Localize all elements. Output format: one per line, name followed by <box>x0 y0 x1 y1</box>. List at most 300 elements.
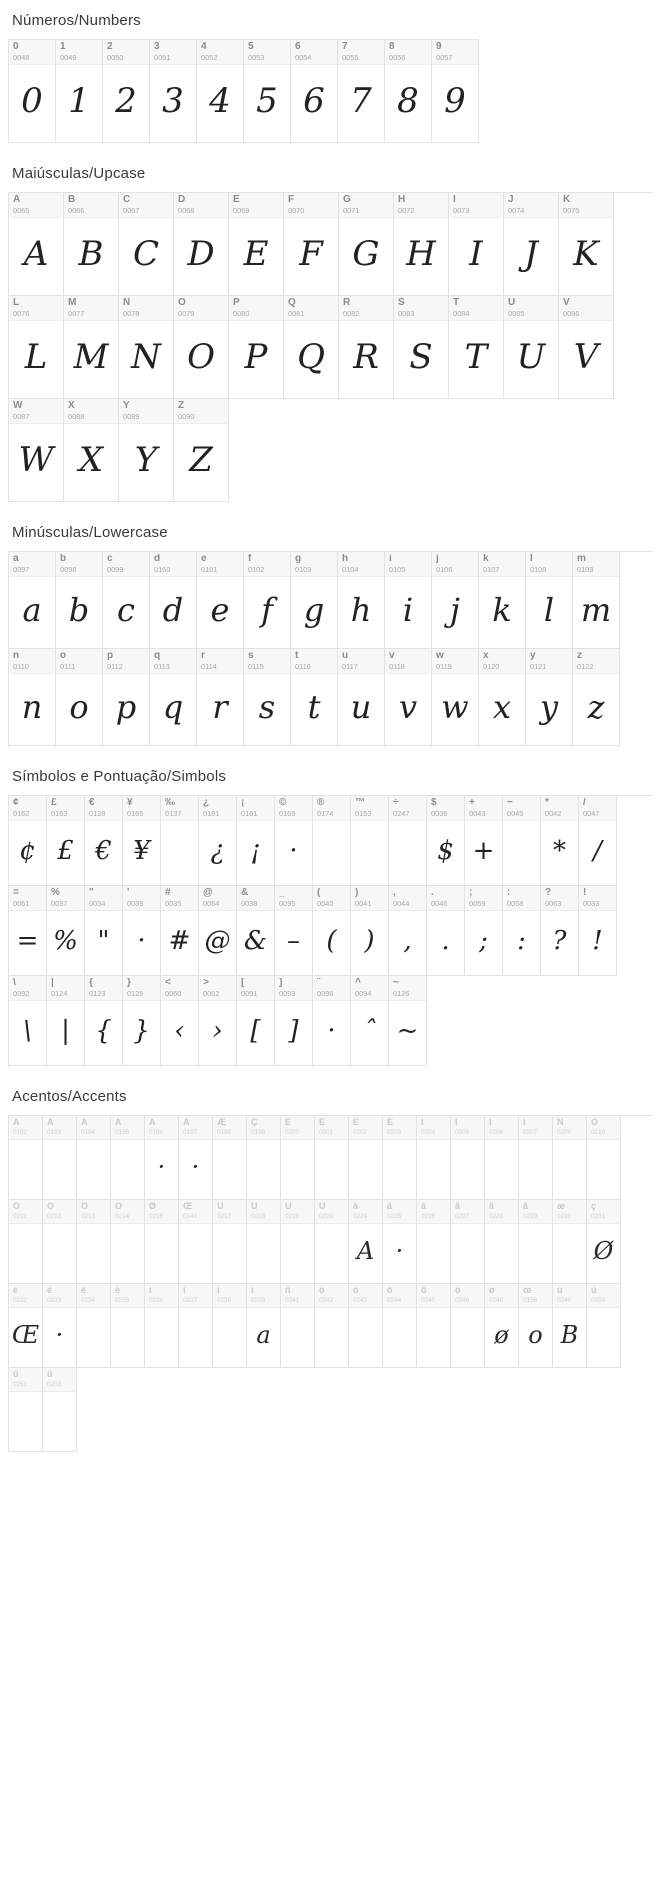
glyph-meta <box>119 399 173 424</box>
glyph-code-label: 0226 <box>421 1213 436 1220</box>
glyph-cell[interactable] <box>394 193 449 296</box>
glyph-cell[interactable] <box>145 1116 179 1200</box>
glyph-preview: j <box>450 591 460 630</box>
glyph-cell[interactable] <box>179 1200 213 1284</box>
glyph-cell[interactable] <box>197 552 244 649</box>
glyph-char-label: î <box>217 1286 220 1295</box>
glyph-meta <box>526 649 572 674</box>
glyph-code-label: 0057 <box>436 53 453 62</box>
glyph-cell[interactable] <box>526 552 573 649</box>
glyph-cell[interactable] <box>237 796 275 886</box>
glyph-cell[interactable] <box>9 552 56 649</box>
glyph-meta <box>56 649 102 674</box>
glyph-cell[interactable] <box>43 1200 77 1284</box>
glyph-cell[interactable] <box>281 1116 315 1200</box>
glyph-cell[interactable] <box>47 886 85 976</box>
glyph-cell[interactable] <box>383 1284 417 1368</box>
glyph-meta <box>103 552 149 577</box>
glyph-meta <box>559 193 613 218</box>
glyph-cell[interactable] <box>349 1116 383 1200</box>
glyph-meta <box>451 1200 484 1224</box>
glyph-cell[interactable] <box>275 796 313 886</box>
glyph-meta <box>389 976 426 1001</box>
glyph-cell[interactable] <box>503 886 541 976</box>
glyph-char-label: l <box>530 554 533 564</box>
glyph-cell[interactable] <box>47 796 85 886</box>
glyph-char-label: c <box>107 554 113 564</box>
glyph-preview <box>43 1224 76 1283</box>
glyph-cell[interactable] <box>174 296 229 399</box>
glyph-char-label: Ú <box>251 1202 258 1211</box>
glyph-cell[interactable] <box>451 1284 485 1368</box>
glyph-grid <box>8 795 653 1066</box>
glyph-code-label: 0045 <box>507 809 524 818</box>
glyph-char-label: Ø <box>149 1202 157 1211</box>
glyph-cell[interactable] <box>284 193 339 296</box>
glyph-meta <box>174 296 228 321</box>
glyph-preview: · <box>55 1321 64 1350</box>
glyph-meta <box>503 796 540 821</box>
glyph-cell[interactable] <box>244 40 291 143</box>
glyph-cell[interactable] <box>47 976 85 1066</box>
glyph-code-label: 0251 <box>13 1381 28 1388</box>
glyph-cell[interactable] <box>9 296 64 399</box>
glyph-cell[interactable] <box>275 976 313 1066</box>
glyph-preview: B <box>78 234 104 275</box>
glyph-meta <box>9 796 46 821</box>
glyph-meta <box>64 296 118 321</box>
glyph-preview: s <box>258 688 276 727</box>
glyph-cell[interactable] <box>150 40 197 143</box>
glyph-preview <box>553 1224 586 1283</box>
glyph-meta <box>247 1116 280 1140</box>
glyph-cell[interactable] <box>541 886 579 976</box>
glyph-meta <box>9 399 63 424</box>
glyph-char-label: € <box>89 798 95 808</box>
glyph-cell[interactable] <box>389 796 427 886</box>
glyph-cell[interactable] <box>389 976 427 1066</box>
glyph-char-label: 2 <box>107 42 113 52</box>
glyph-cell[interactable] <box>315 1200 349 1284</box>
glyph-cell[interactable] <box>383 1200 417 1284</box>
glyph-code-label: 0102 <box>248 565 265 574</box>
glyph-preview: W <box>18 440 54 481</box>
glyph-meta <box>394 296 448 321</box>
glyph-cell[interactable] <box>145 1284 179 1368</box>
glyph-meta <box>385 649 431 674</box>
glyph-cell[interactable] <box>9 40 56 143</box>
glyph-cell[interactable] <box>64 296 119 399</box>
glyph-preview: + <box>472 835 495 866</box>
glyph-char-label: í <box>183 1286 186 1295</box>
glyph-meta <box>213 1116 246 1140</box>
glyph-cell[interactable] <box>150 552 197 649</box>
glyph-code-label: 0079 <box>178 309 195 318</box>
glyph-preview: G <box>352 234 380 275</box>
glyph-preview: H <box>406 234 436 275</box>
glyph-cell[interactable] <box>119 296 174 399</box>
glyph-cell[interactable] <box>349 1200 383 1284</box>
glyph-char-label: − <box>507 798 513 808</box>
glyph-cell[interactable] <box>174 193 229 296</box>
glyph-cell[interactable] <box>338 649 385 746</box>
glyph-cell[interactable] <box>541 796 579 886</box>
glyph-meta <box>85 796 122 821</box>
glyph-cell[interactable] <box>123 796 161 886</box>
glyph-cell[interactable] <box>77 1284 111 1368</box>
glyph-char-label: ø <box>489 1286 495 1295</box>
glyph-meta <box>427 796 464 821</box>
glyph-code-label: 0124 <box>51 989 68 998</box>
glyph-meta <box>339 193 393 218</box>
glyph-preview: { <box>95 1015 112 1046</box>
glyph-code-label: 0114 <box>201 662 217 671</box>
glyph-cell[interactable] <box>237 886 275 976</box>
glyph-cell[interactable] <box>339 296 394 399</box>
glyph-code-label: 0108 <box>530 565 547 574</box>
glyph-meta <box>553 1200 586 1224</box>
glyph-cell[interactable] <box>389 886 427 976</box>
glyph-cell[interactable] <box>244 552 291 649</box>
glyph-char-label: = <box>13 888 19 898</box>
glyph-preview: * <box>553 835 566 866</box>
glyph-grid <box>8 192 653 502</box>
glyph-char-label: h <box>342 554 349 564</box>
glyph-cell[interactable] <box>465 796 503 886</box>
glyph-meta <box>479 649 525 674</box>
glyph-char-label: ú <box>591 1286 597 1295</box>
glyph-preview <box>9 1140 42 1199</box>
glyph-meta <box>247 1284 280 1308</box>
glyph-meta <box>389 886 426 911</box>
glyph-cell[interactable] <box>519 1284 553 1368</box>
glyph-preview: 2 <box>115 81 137 122</box>
glyph-cell[interactable] <box>553 1200 587 1284</box>
glyph-cell[interactable] <box>587 1200 621 1284</box>
glyph-cell[interactable] <box>247 1116 281 1200</box>
glyph-cell[interactable] <box>43 1116 77 1200</box>
glyph-char-label: ¥ <box>127 798 133 808</box>
glyph-cell[interactable] <box>553 1284 587 1368</box>
glyph-grid <box>8 551 653 746</box>
glyph-code-label: 0103 <box>295 565 312 574</box>
glyph-char-label: w <box>436 651 444 661</box>
glyph-cell[interactable] <box>9 976 47 1066</box>
glyph-cell[interactable] <box>383 1116 417 1200</box>
glyph-cell[interactable] <box>197 649 244 746</box>
glyph-cell[interactable] <box>385 552 432 649</box>
glyph-cell[interactable] <box>199 886 237 976</box>
glyph-cell[interactable] <box>179 1116 213 1200</box>
glyph-preview: ? <box>552 925 567 956</box>
glyph-code-label: 0040 <box>317 899 334 908</box>
glyph-cell[interactable] <box>77 1200 111 1284</box>
glyph-preview: e <box>210 591 230 630</box>
glyph-preview: 4 <box>209 81 231 122</box>
glyph-cell[interactable] <box>417 1284 451 1368</box>
glyph-code-label: 0101 <box>201 565 218 574</box>
glyph-cell[interactable] <box>56 552 103 649</box>
glyph-char-label: Æ <box>217 1118 226 1127</box>
glyph-code-label: 0084 <box>453 309 470 318</box>
glyph-cell[interactable] <box>103 649 150 746</box>
glyph-meta <box>432 649 478 674</box>
glyph-meta <box>9 976 46 1001</box>
glyph-cell[interactable] <box>417 1116 451 1200</box>
glyph-code-label: 0055 <box>342 53 359 62</box>
glyph-cell[interactable] <box>587 1116 621 1200</box>
glyph-preview: o <box>528 1321 543 1350</box>
glyph-cell[interactable] <box>291 649 338 746</box>
glyph-cell[interactable] <box>313 796 351 886</box>
glyph-cell[interactable] <box>247 1200 281 1284</box>
glyph-cell[interactable] <box>579 886 617 976</box>
glyph-char-label: A <box>13 195 21 205</box>
glyph-meta <box>237 886 274 911</box>
glyph-cell[interactable] <box>123 976 161 1066</box>
glyph-cell[interactable] <box>284 296 339 399</box>
glyph-cell[interactable] <box>351 976 389 1066</box>
glyph-cell[interactable] <box>9 886 47 976</box>
glyph-cell[interactable] <box>43 1284 77 1368</box>
glyph-meta <box>123 976 160 1001</box>
glyph-cell[interactable] <box>111 1284 145 1368</box>
glyph-char-label: À <box>13 1118 20 1127</box>
glyph-cell[interactable] <box>174 399 229 502</box>
glyph-meta <box>9 1200 42 1224</box>
glyph-cell[interactable] <box>281 1200 315 1284</box>
glyph-cell[interactable] <box>103 40 150 143</box>
glyph-cell[interactable] <box>244 649 291 746</box>
glyph-code-label: 0092 <box>13 989 30 998</box>
glyph-code-label: 0210 <box>591 1129 606 1136</box>
glyph-cell[interactable] <box>9 796 47 886</box>
glyph-char-label: $ <box>431 798 437 808</box>
glyph-cell[interactable] <box>579 796 617 886</box>
glyph-cell[interactable] <box>111 1200 145 1284</box>
glyph-cell[interactable] <box>504 296 559 399</box>
glyph-cell[interactable] <box>338 552 385 649</box>
glyph-char-label: x <box>483 651 489 661</box>
glyph-cell[interactable] <box>119 399 174 502</box>
glyph-cell[interactable] <box>315 1116 349 1200</box>
glyph-cell[interactable] <box>559 193 614 296</box>
glyph-cell[interactable] <box>526 649 573 746</box>
glyph-cell[interactable] <box>213 1284 247 1368</box>
glyph-meta <box>161 976 198 1001</box>
glyph-code-label: 0038 <box>241 899 258 908</box>
glyph-cell[interactable] <box>573 649 620 746</box>
glyph-code-label: 0066 <box>68 206 85 215</box>
glyph-cell[interactable] <box>519 1200 553 1284</box>
glyph-cell[interactable] <box>479 649 526 746</box>
glyph-cell[interactable] <box>229 296 284 399</box>
glyph-cell[interactable] <box>291 40 338 143</box>
glyph-cell[interactable] <box>77 1116 111 1200</box>
glyph-cell[interactable] <box>559 296 614 399</box>
glyph-code-label: 0235 <box>115 1297 130 1304</box>
glyph-code-label: 0077 <box>68 309 85 318</box>
glyph-cell[interactable] <box>573 552 620 649</box>
glyph-code-label: 0191 <box>203 809 220 818</box>
glyph-code-label: 0082 <box>343 309 360 318</box>
glyph-code-label: 0099 <box>107 565 124 574</box>
glyph-cell[interactable] <box>119 193 174 296</box>
glyph-cell[interactable] <box>9 1284 43 1368</box>
glyph-cell[interactable] <box>237 976 275 1066</box>
glyph-meta <box>351 796 388 821</box>
glyph-cell[interactable] <box>479 552 526 649</box>
glyph-cell[interactable] <box>449 296 504 399</box>
glyph-cell[interactable] <box>351 796 389 886</box>
glyph-cell[interactable] <box>485 1284 519 1368</box>
glyph-cell[interactable] <box>313 886 351 976</box>
glyph-code-label: 0095 <box>279 899 296 908</box>
glyph-cell[interactable] <box>451 1200 485 1284</box>
glyph-cell[interactable] <box>145 1200 179 1284</box>
glyph-char-label: Y <box>123 401 130 411</box>
glyph-cell[interactable] <box>56 40 103 143</box>
glyph-cell[interactable] <box>313 976 351 1066</box>
glyph-preview: b <box>68 591 90 630</box>
glyph-cell[interactable] <box>9 1116 43 1200</box>
glyph-meta <box>351 886 388 911</box>
glyph-preview: x <box>492 688 512 727</box>
glyph-cell[interactable] <box>85 796 123 886</box>
glyph-meta <box>383 1200 416 1224</box>
glyph-cell[interactable] <box>9 649 56 746</box>
glyph-meta <box>123 796 160 821</box>
glyph-cell[interactable] <box>85 976 123 1066</box>
glyph-char-label: É <box>319 1118 326 1127</box>
glyph-cell[interactable] <box>199 796 237 886</box>
glyph-meta <box>199 886 236 911</box>
glyph-cell[interactable] <box>449 193 504 296</box>
glyph-preview: d <box>162 591 184 630</box>
glyph-char-label: M <box>68 298 77 308</box>
glyph-cell[interactable] <box>161 976 199 1066</box>
glyph-cell[interactable] <box>432 40 479 143</box>
glyph-cell[interactable] <box>394 296 449 399</box>
glyph-cell[interactable] <box>85 886 123 976</box>
glyph-cell[interactable] <box>485 1200 519 1284</box>
glyph-meta <box>281 1116 314 1140</box>
glyph-cell[interactable] <box>64 399 119 502</box>
glyph-preview <box>349 1308 382 1367</box>
glyph-cell[interactable] <box>291 552 338 649</box>
glyph-code-label: 0110 <box>13 662 29 671</box>
glyph-cell[interactable] <box>161 886 199 976</box>
glyph-cell[interactable] <box>213 1200 247 1284</box>
glyph-preview: 1 <box>68 81 90 122</box>
glyph-code-label: 0046 <box>431 899 448 908</box>
glyph-preview: R <box>353 337 379 378</box>
glyph-cell[interactable] <box>9 1200 43 1284</box>
glyph-char-label: Û <box>285 1202 292 1211</box>
glyph-cell[interactable] <box>465 886 503 976</box>
glyph-cell[interactable] <box>553 1116 587 1200</box>
glyph-cell[interactable] <box>197 40 244 143</box>
glyph-cell[interactable] <box>247 1284 281 1368</box>
glyph-cell[interactable] <box>103 552 150 649</box>
glyph-cell[interactable] <box>9 399 64 502</box>
glyph-char-label: ä <box>489 1202 495 1211</box>
glyph-cell[interactable] <box>179 1284 213 1368</box>
glyph-preview: w <box>441 688 469 727</box>
glyph-meta <box>77 1116 110 1140</box>
glyph-cell[interactable] <box>432 552 479 649</box>
glyph-cell[interactable] <box>281 1284 315 1368</box>
glyph-char-label: ^ <box>355 978 361 988</box>
glyph-cell[interactable] <box>385 40 432 143</box>
glyph-cell[interactable] <box>9 193 64 296</box>
glyph-char-label: B <box>68 195 76 205</box>
glyph-cell[interactable] <box>213 1116 247 1200</box>
glyph-char-label: ¡ <box>241 798 245 808</box>
glyph-code-label: 0192 <box>13 1129 28 1136</box>
glyph-char-label: 6 <box>295 42 301 52</box>
glyph-cell[interactable] <box>349 1284 383 1368</box>
glyph-char-label: ó <box>353 1286 359 1295</box>
glyph-cell[interactable] <box>485 1116 519 1200</box>
glyph-preview <box>111 1224 144 1283</box>
glyph-meta <box>161 886 198 911</box>
glyph-cell[interactable] <box>587 1284 621 1368</box>
glyph-cell[interactable] <box>150 649 197 746</box>
glyph-cell[interactable] <box>111 1116 145 1200</box>
glyph-cell[interactable] <box>432 649 479 746</box>
glyph-preview <box>451 1140 484 1199</box>
glyph-meta <box>145 1284 178 1308</box>
glyph-cell[interactable] <box>199 976 237 1066</box>
glyph-cell[interactable] <box>339 193 394 296</box>
glyph-meta <box>179 1200 212 1224</box>
glyph-cell[interactable] <box>338 40 385 143</box>
glyph-code-label: 0245 <box>421 1297 436 1304</box>
glyph-cell[interactable] <box>427 886 465 976</box>
glyph-meta <box>9 296 63 321</box>
glyph-char-label: } <box>127 978 131 988</box>
glyph-cell[interactable] <box>43 1368 77 1452</box>
glyph-cell[interactable] <box>64 193 119 296</box>
glyph-preview: r <box>212 688 228 727</box>
glyph-cell[interactable] <box>161 796 199 886</box>
glyph-cell[interactable] <box>275 886 313 976</box>
glyph-cell[interactable] <box>503 796 541 886</box>
glyph-cell[interactable] <box>229 193 284 296</box>
glyph-preview <box>145 1224 178 1283</box>
glyph-code-label: 0246 <box>455 1297 470 1304</box>
glyph-cell[interactable] <box>9 1368 43 1452</box>
glyph-cell[interactable] <box>56 649 103 746</box>
glyph-preview <box>213 1140 246 1199</box>
glyph-meta <box>85 886 122 911</box>
glyph-meta <box>197 40 243 65</box>
glyph-cell[interactable] <box>504 193 559 296</box>
glyph-cell[interactable] <box>519 1116 553 1200</box>
glyph-meta <box>275 886 312 911</box>
glyph-cell[interactable] <box>351 886 389 976</box>
glyph-preview <box>519 1140 552 1199</box>
glyph-char-label: â <box>421 1202 427 1211</box>
glyph-cell[interactable] <box>315 1284 349 1368</box>
glyph-cell[interactable] <box>385 649 432 746</box>
glyph-cell[interactable] <box>417 1200 451 1284</box>
glyph-cell[interactable] <box>123 886 161 976</box>
glyph-cell[interactable] <box>451 1116 485 1200</box>
glyph-code-label: 0252 <box>47 1381 62 1388</box>
glyph-cell[interactable] <box>427 796 465 886</box>
